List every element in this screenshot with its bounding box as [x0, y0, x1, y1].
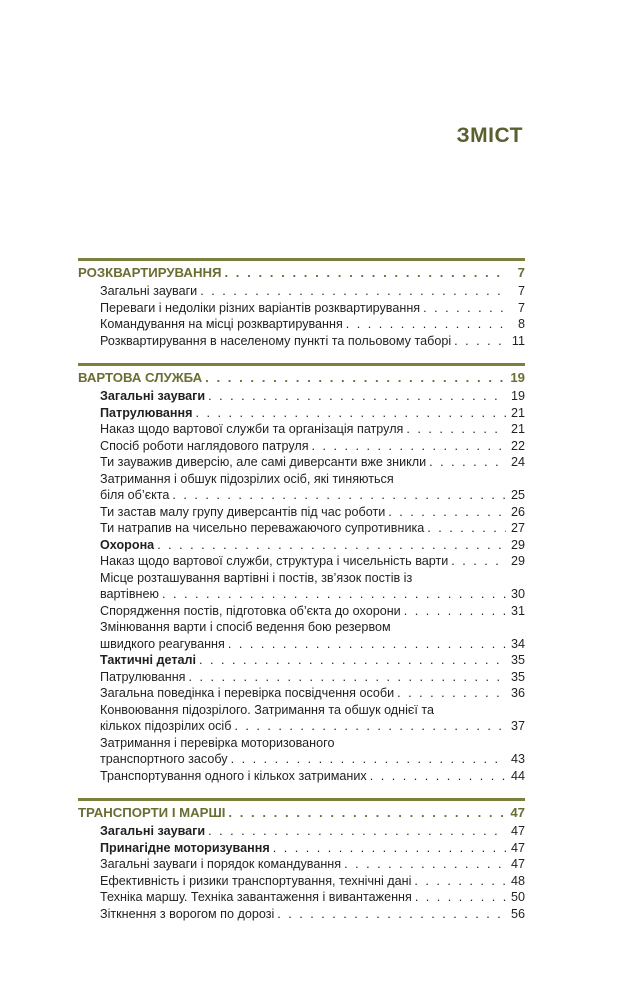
- entry-page-number: 56: [510, 906, 525, 921]
- entry-page-number: 29: [510, 554, 525, 568]
- toc-subheading[interactable]: [78, 652, 525, 669]
- toc-section-heading[interactable]: [78, 801, 525, 823]
- toc-entry[interactable]: [78, 669, 525, 686]
- toc-entry[interactable]: [78, 873, 525, 890]
- entry-title: Загальні зауваги і порядок командування: [100, 857, 342, 871]
- entry-page-number: 7: [517, 300, 525, 315]
- dot-leader: [200, 283, 506, 300]
- dot-leader: [228, 803, 506, 823]
- toc-subheading[interactable]: [78, 405, 525, 422]
- toc-entry[interactable]: [78, 685, 525, 702]
- entry-page-number: 36: [510, 686, 525, 700]
- dot-leader: [208, 823, 506, 840]
- dot-leader: [429, 454, 506, 471]
- dot-leader: [312, 438, 506, 455]
- toc-subheading[interactable]: [78, 537, 525, 554]
- dot-leader: [157, 537, 506, 554]
- dot-leader: [423, 300, 506, 317]
- toc-entry[interactable]: [78, 454, 525, 471]
- dot-leader: [196, 405, 507, 422]
- dot-leader: [346, 316, 506, 333]
- toc-subheading[interactable]: [78, 823, 525, 840]
- entry-page-number: 26: [510, 504, 525, 519]
- entry-title: Загальні зауваги: [100, 824, 206, 838]
- entry-title: кількох підозрілих осіб: [100, 719, 232, 733]
- section-page-number: 19: [510, 370, 525, 385]
- entry-title: Патрулювання: [100, 405, 193, 420]
- toc-entry[interactable]: [78, 487, 525, 504]
- entry-title: Загальна поведінка і перевірка посвідчення особи: [100, 686, 395, 700]
- dot-leader: [454, 333, 506, 350]
- toc-section-heading[interactable]: [78, 366, 525, 388]
- entry-title: Переваги і недоліки різних варіантів розквартирування: [100, 300, 421, 315]
- toc-entry[interactable]: [78, 603, 525, 620]
- entry-title: Загальні зауваги: [100, 284, 198, 298]
- dot-leader: [234, 718, 506, 735]
- entry-page-number: 44: [510, 768, 525, 783]
- toc-entry[interactable]: [78, 553, 525, 570]
- entry-page-number: 37: [510, 719, 525, 733]
- dot-leader: [205, 368, 506, 388]
- entry-page-number: 25: [510, 488, 525, 502]
- toc-entry[interactable]: [78, 718, 525, 735]
- toc-entry[interactable]: [78, 906, 525, 923]
- toc-entry-line: Затримання і обшук підозрілих осіб, які тиняються: [100, 471, 394, 486]
- toc-entry-line: Конвоювання підозрілого. Затримання та обшук однієї та: [100, 702, 434, 717]
- toc-section: [78, 258, 525, 349]
- entry-page-number: 47: [510, 840, 525, 855]
- entry-title: Принагідне моторизування: [100, 840, 270, 855]
- toc-entry-line: Змінювання варти і спосіб ведення бою резервом: [100, 620, 391, 634]
- toc-entry[interactable]: [78, 504, 525, 521]
- dot-leader: [273, 840, 506, 857]
- entry-title: біля об’єкта: [100, 488, 170, 502]
- toc-entry[interactable]: [78, 300, 525, 317]
- entry-title: Ти натрапив на чисельно переважаючого супротивника: [100, 521, 425, 535]
- dot-leader: [415, 889, 506, 906]
- toc-entry[interactable]: [78, 889, 525, 906]
- toc-entry[interactable]: [78, 283, 525, 300]
- dot-leader: [344, 856, 506, 873]
- section-title: ВАРТОВА СЛУЖБА: [78, 370, 203, 385]
- entry-title: Ти зауважив диверсію, але самі диверсанти вже зникли: [100, 455, 427, 469]
- page-title: ЗМІСТ: [456, 124, 523, 147]
- toc-section: [78, 363, 525, 784]
- dot-leader: [406, 421, 506, 438]
- entry-title: Загальні зауваги: [100, 389, 206, 403]
- toc-subheading[interactable]: [78, 840, 525, 857]
- entry-title: Ефективність і ризики транспортування, технічні дані: [100, 873, 412, 888]
- entry-page-number: 31: [510, 603, 525, 618]
- entry-page-number: 8: [517, 317, 525, 331]
- entry-title: Спорядження постів, підготовка об’єкта до охорони: [100, 603, 401, 618]
- dot-leader: [414, 873, 506, 890]
- entry-title: Патрулювання: [100, 669, 186, 684]
- toc-entry[interactable]: [78, 751, 525, 768]
- entry-page-number: 35: [510, 653, 525, 667]
- entry-page-number: 21: [510, 405, 525, 420]
- entry-page-number: 7: [517, 284, 525, 298]
- dot-leader: [427, 520, 506, 537]
- dot-leader: [404, 603, 506, 620]
- entry-page-number: 34: [510, 636, 525, 651]
- entry-page-number: 43: [510, 752, 525, 766]
- toc-entry[interactable]: [78, 856, 525, 873]
- entry-title: Охорона: [100, 537, 155, 552]
- entry-title: транспортного засобу: [100, 752, 228, 766]
- dot-leader: [228, 636, 506, 653]
- dot-leader: [388, 504, 506, 521]
- entry-page-number: 30: [510, 587, 525, 601]
- entry-title: вартівнею: [100, 587, 159, 601]
- dot-leader: [370, 768, 506, 785]
- entry-page-number: 47: [510, 824, 525, 838]
- dot-leader: [172, 487, 506, 504]
- entry-title: Спосіб роботи наглядового патруля: [100, 438, 309, 453]
- entry-page-number: 24: [510, 455, 525, 469]
- entry-page-number: 21: [510, 422, 525, 436]
- toc-entry-line: Місце розташування вартівні і постів, зв’язок постів із: [100, 570, 413, 585]
- entry-title: Транспортування одного і кількох затриманих: [100, 768, 367, 783]
- toc-entry[interactable]: [78, 636, 525, 653]
- toc-entry-line: Затримання і перевірка моторизованого: [100, 735, 335, 750]
- section-title: ТРАНСПОРТИ І МАРШІ: [78, 805, 226, 820]
- toc-entry[interactable]: [78, 333, 525, 350]
- dot-leader: [451, 553, 506, 570]
- entry-title: Розквартирування в населеному пункті та польовому таборі: [100, 333, 452, 348]
- entry-page-number: 27: [510, 521, 525, 535]
- table-of-contents: [78, 258, 525, 936]
- toc-entry[interactable]: [78, 421, 525, 438]
- entry-page-number: 48: [510, 873, 525, 888]
- toc-section-heading[interactable]: [78, 261, 525, 283]
- toc-entry[interactable]: [78, 520, 525, 537]
- entry-page-number: 22: [510, 438, 525, 453]
- entry-title: Техніка маршу. Техніка завантаження і вивантаження: [100, 890, 412, 904]
- dot-leader: [231, 751, 506, 768]
- entry-title: Тактичні деталі: [100, 653, 197, 667]
- toc-subheading[interactable]: [78, 388, 525, 405]
- entry-title: Зіткнення з ворогом по дорозі: [100, 906, 275, 921]
- entry-page-number: 29: [510, 537, 525, 552]
- toc-entry[interactable]: [78, 768, 525, 785]
- entry-page-number: 35: [510, 669, 525, 684]
- entry-title: Командування на місці розквартирування: [100, 317, 343, 331]
- dot-leader: [208, 388, 506, 405]
- dot-leader: [199, 652, 506, 669]
- entry-page-number: 19: [510, 389, 525, 403]
- entry-page-number: 50: [510, 890, 525, 904]
- toc-entry[interactable]: [78, 586, 525, 603]
- dot-leader: [224, 263, 506, 283]
- section-page-number: 47: [510, 805, 525, 820]
- toc-section: [78, 798, 525, 922]
- toc-entry[interactable]: [78, 438, 525, 455]
- dot-leader: [277, 906, 506, 923]
- entry-title: Наказ щодо вартової служби та організація патруля: [100, 422, 404, 436]
- dot-leader: [397, 685, 506, 702]
- entry-page-number: 11: [511, 333, 525, 348]
- entry-title: швидкого реагування: [100, 636, 225, 651]
- section-title: РОЗКВАРТИРУВАННЯ: [78, 265, 222, 280]
- entry-title: Ти застав малу групу диверсантів під час роботи: [100, 504, 386, 519]
- entry-title: Наказ щодо вартової служби, структура і чисельність варти: [100, 554, 449, 568]
- section-page-number: 7: [517, 265, 525, 280]
- entry-page-number: 47: [510, 857, 525, 871]
- dot-leader: [189, 669, 506, 686]
- dot-leader: [162, 586, 506, 603]
- toc-entry[interactable]: [78, 316, 525, 333]
